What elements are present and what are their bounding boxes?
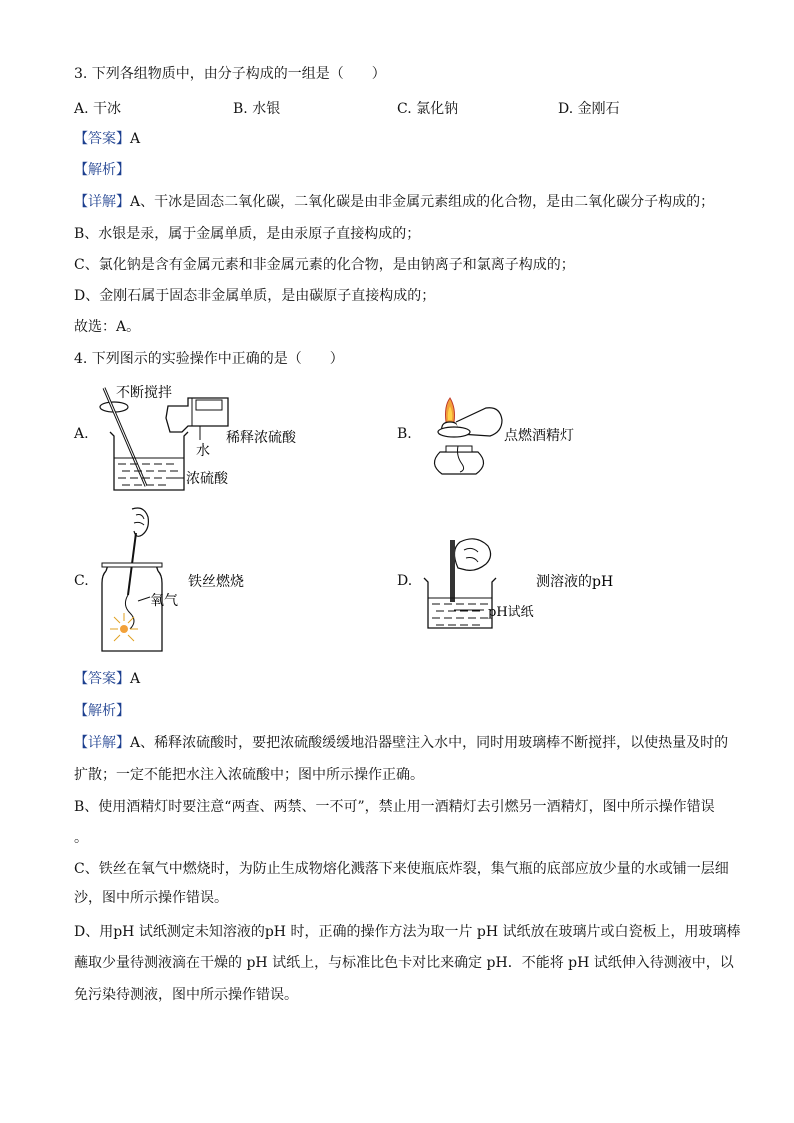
fig-b-title: 点燃酒精灯 [504,428,574,444]
answer-value: A [130,671,141,687]
q4-detail-line-7: D、用pH 试纸测定未知溶液的pH 时，正确的操作方法为取一片 pH 试纸放在玻璃片或白瓷板上，用玻璃棒 [74,924,741,940]
q3-option-c: C. 氯化钠 [397,101,459,117]
fig-d-paper-label: pH试纸 [488,605,534,620]
q3-stem: 3. 下列各组物质中，由分子构成的一组是（ ） [74,66,386,82]
detail-tag: 【详解】 [74,194,130,210]
answer-tag: 【答案】 [74,131,130,147]
fig-d-diagram [420,532,640,642]
q3-detail-line-3: C、氯化钠是含有金属元素和非金属元素的化合物，是由钠离子和氯离子构成的； [74,257,575,273]
q4-detail-line-5: C、铁丝在氧气中燃烧时，为防止生成物熔化溅落下来使瓶底炸裂，集气瓶的底部应放少量的水或铺一层细 [74,861,729,877]
fig-a-acid-label: 浓硫酸 [186,471,228,487]
fig-a-letter: A. [74,426,89,442]
q3-detail-line-1 [74,192,714,212]
fig-a-stir-label: 不断搅拌 [116,385,172,401]
q4-detail-line-9: 免污染待测液，图中所示操作错误。 [74,987,298,1003]
answer-tag: 【答案】 [74,671,130,687]
detail-text: A、稀释浓硫酸时，要把浓硫酸缓缓地沿器壁注入水中，同时用玻璃棒不断搅拌，以使热量及时的 [130,735,729,751]
q3-conclusion: 故选：A。 [74,319,141,335]
q3-answer [74,129,140,149]
answer-value: A [130,131,141,147]
q3-option-b: B. 水银 [233,101,281,117]
fig-d-title: 测溶液的pH [536,574,614,590]
fig-c-title: 铁丝燃烧 [188,574,244,590]
detail-text: A、干冰是固态二氧化碳，二氧化碳是由非金属元素组成的化合物，是由二氧化碳分子构成的； [130,194,715,210]
fig-c-letter: C. [74,573,89,589]
fig-c-diagram [96,505,256,655]
q3-analysis-tag: 【解析】 [74,162,130,178]
fig-a-title: 稀释浓硫酸 [226,430,296,446]
fig-b-letter: B. [397,426,412,442]
fig-a-water-label: 水 [196,443,210,459]
fig-c-gas-label: 氧气 [150,593,178,609]
q4-detail-line-1 [74,733,728,753]
q4-detail-line-6: 沙，图中所示操作错误。 [74,890,228,906]
q3-detail-line-4: D、金刚石属于固态非金属单质，是由碳原子直接构成的； [74,288,436,304]
fig-d-letter: D. [397,573,413,589]
fig-b-diagram [416,392,596,488]
q3-detail-line-2: B、水银是汞，属于金属单质，是由汞原子直接构成的； [74,226,421,242]
detail-tag: 【详解】 [74,735,130,751]
fig-a-diagram [96,380,336,495]
q3-option-a: A. 干冰 [74,101,122,117]
q4-analysis-tag: 【解析】 [74,703,130,719]
q4-detail-line-8: 蘸取少量待测液滴在干燥的 pH 试纸上，与标准比色卡对比来确定 pH．不能将 pH 试纸伸入待测液中，以 [74,955,734,971]
q4-detail-line-3: B、使用酒精灯时要注意“两查、两禁、一不可”，禁止用一酒精灯去引燃另一酒精灯，图中所示操作错误 [74,799,715,815]
q4-stem: 4. 下列图示的实验操作中正确的是（ ） [74,351,344,367]
q3-option-d: D. 金刚石 [558,101,620,117]
q4-detail-line-4: 。 [74,830,88,846]
q4-answer [74,669,140,689]
q4-detail-line-2: 扩散；一定不能把水注入浓硫酸中；图中所示操作正确。 [74,767,424,783]
